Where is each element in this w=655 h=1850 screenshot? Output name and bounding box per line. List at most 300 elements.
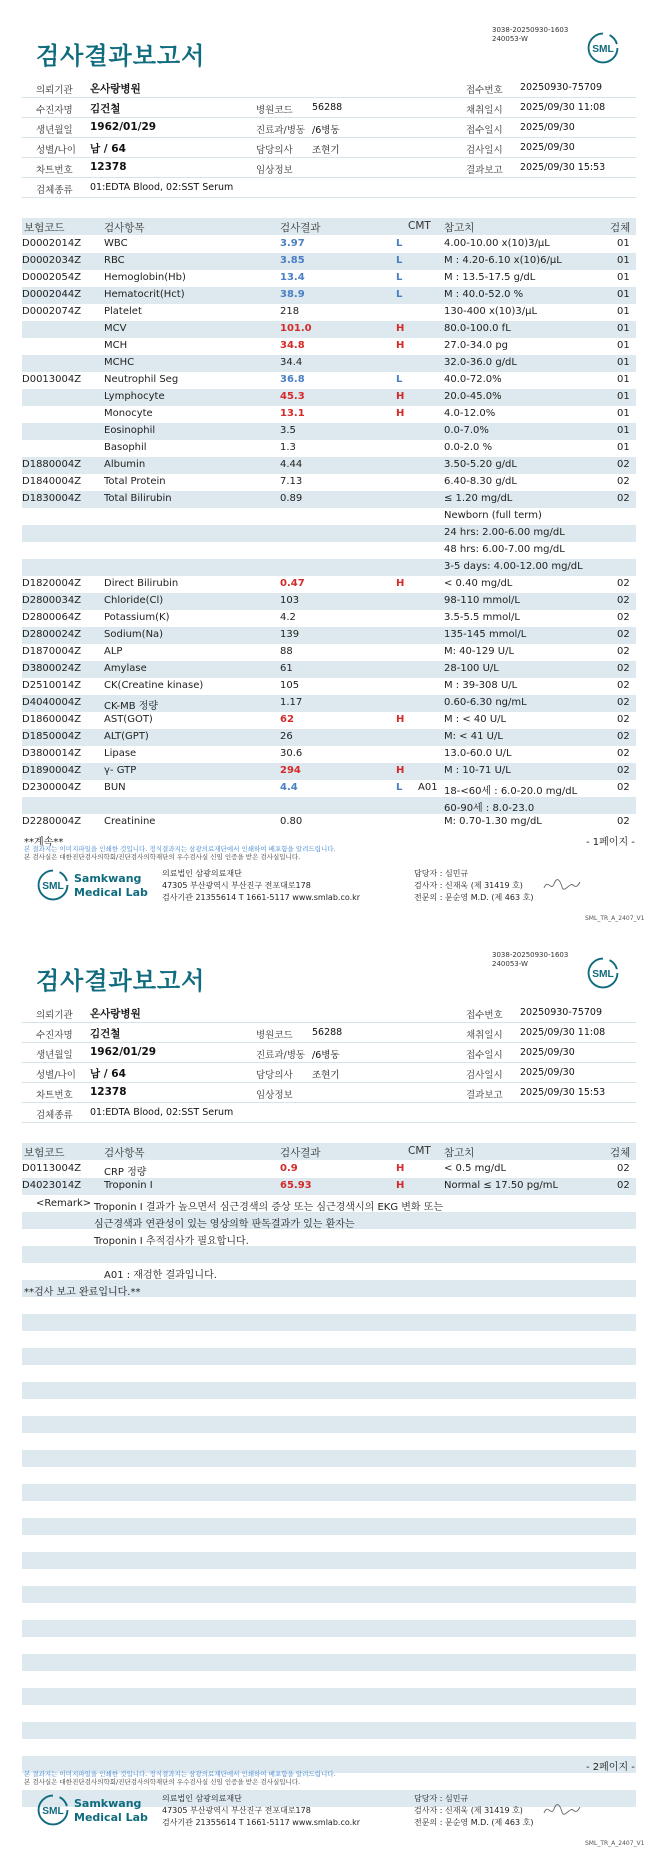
test-code: D1870004Z [22, 646, 82, 657]
result-flag: H [396, 1180, 405, 1191]
test-result: 65.93 [280, 1180, 312, 1191]
remark-line-2: 심근경색과 연관성이 있는 영상의학 판독결과가 있는 환자는 [94, 1219, 355, 1230]
info-label: 검사일시 [466, 145, 503, 156]
reference-range: Newborn (full term) [444, 510, 542, 521]
info-value: 20250930-75709 [520, 1007, 603, 1018]
reference-range: M: 0.70-1.30 mg/dL [444, 816, 542, 827]
test-item: γ- GTP [104, 765, 137, 776]
info-label: 진료과/병동 [256, 125, 306, 136]
test-result: 3.97 [280, 238, 305, 249]
reference-range: 80.0-100.0 fL [444, 323, 511, 334]
info-divider [22, 1022, 636, 1023]
test-code: D2800034Z [22, 595, 82, 606]
test-code: D0002044Z [22, 289, 82, 300]
result-flag: H [396, 714, 405, 725]
reference-range: 98-110 mmol/L [444, 595, 520, 606]
info-value: 2025/09/30 15:53 [520, 1087, 606, 1098]
reference-range: 18-<60세 : 6.0-20.0 mg/dL [444, 786, 578, 797]
info-label: 채취일시 [466, 105, 503, 116]
header-specimen: 검체 [610, 1147, 631, 1159]
test-result: 103 [280, 595, 300, 606]
reference-range: 3-5 days: 4.00-12.00 mg/dL [444, 561, 583, 572]
staff-manager: 담당자 : 심민규 [414, 869, 469, 878]
info-divider [22, 1042, 636, 1043]
result-flag: L [396, 255, 403, 266]
header-ref: 참고치 [444, 1147, 475, 1159]
test-code: D4023014Z [22, 1180, 82, 1191]
info-label: 병원코드 [256, 105, 293, 116]
brand-name-1: Samkwang [74, 872, 142, 885]
info-label: 접수번호 [466, 1010, 503, 1021]
test-item: AST(GOT) [104, 714, 153, 725]
svg-text:SML: SML [592, 43, 614, 55]
info-label: 수진자명 [36, 1030, 73, 1041]
info-value: 2025/09/30 [520, 142, 575, 153]
specimen-code: 01 [617, 391, 630, 402]
reference-range: 135-145 mmol/L [444, 629, 527, 640]
specimen-code: 02 [617, 697, 630, 708]
info-value: 조현기 [312, 1070, 340, 1081]
footer-note-cert: 본 검사실은 대한진단검사의학회/진단검사의학재단의 우수검사실 신임 인증을 받은 검사실입니다. [24, 853, 301, 861]
svg-text:SML: SML [42, 1805, 64, 1817]
test-item: Basophil [104, 442, 147, 453]
test-cmt: A01 [418, 782, 438, 793]
test-item: MCHC [104, 357, 135, 368]
test-code: D1880004Z [22, 459, 82, 470]
specimen-code: 01 [617, 238, 630, 249]
info-value: 12378 [90, 1086, 127, 1098]
page-number: - 2페이지 - [586, 1762, 635, 1773]
reference-range: M : 4.20-6.10 x(10)6/μL [444, 255, 562, 266]
test-item: CK(Creatine kinase) [104, 680, 204, 691]
info-value: 01:EDTA Blood, 02:SST Serum [90, 1107, 234, 1118]
specimen-code: 01 [617, 340, 630, 351]
org-name: 의료법인 삼광의료재단 [162, 1794, 242, 1803]
info-value: 1962/01/29 [90, 1046, 157, 1058]
report-title: 검사결과보고서 [36, 42, 206, 70]
specimen-code: 02 [617, 629, 630, 640]
test-result: 101.0 [280, 323, 312, 334]
test-code: D1850004Z [22, 731, 82, 742]
page-number: - 1페이지 - [586, 837, 635, 848]
result-flag: H [396, 391, 405, 402]
info-value: 56288 [312, 102, 343, 113]
test-result: 62 [280, 714, 294, 725]
row-stripe [22, 1552, 636, 1569]
info-value: 2025/09/30 [520, 1067, 575, 1078]
info-label: 검체종류 [36, 185, 73, 196]
specimen-code: 02 [617, 476, 630, 487]
test-code: D0002054Z [22, 272, 82, 283]
continued-note: **계속** [24, 837, 64, 848]
document-id-line: 3038-20250930-1603 [492, 951, 569, 959]
reference-range: 32.0-36.0 g/dL [444, 357, 517, 368]
specimen-code: 02 [617, 493, 630, 504]
test-code: D2280004Z [22, 816, 82, 827]
info-divider [22, 117, 636, 118]
test-item: Eosinophil [104, 425, 156, 436]
header-ref: 참고치 [444, 222, 475, 234]
test-item: Lymphocyte [104, 391, 165, 402]
test-item: Monocyte [104, 408, 153, 419]
test-item: MCV [104, 323, 127, 334]
info-divider [22, 97, 636, 98]
specimen-code: 02 [617, 731, 630, 742]
test-item: Sodium(Na) [104, 629, 164, 640]
brand-name-2: Medical Lab [74, 886, 148, 899]
report-page-2 [0, 925, 655, 1850]
org-address: 47305 부산광역시 부산진구 전포대로178 [162, 1806, 311, 1815]
info-label: 생년월일 [36, 125, 73, 136]
info-value: 12378 [90, 161, 127, 173]
result-flag: L [396, 782, 403, 793]
test-item: Creatinine [104, 816, 156, 827]
info-label: 의뢰기관 [36, 1010, 73, 1021]
test-item: Total Protein [104, 476, 166, 487]
reference-range: Normal ≤ 17.50 pg/mL [444, 1180, 559, 1191]
test-item: Potassium(K) [104, 612, 170, 623]
test-item: Hemoglobin(Hb) [104, 272, 186, 283]
specimen-code: 02 [617, 663, 630, 674]
org-contact: 검사기관 21355614 T 1661-5117 www.smlab.co.kr [162, 1818, 361, 1827]
reference-range: 3.50-5.20 g/dL [444, 459, 517, 470]
header-code: 보험코드 [24, 1147, 65, 1159]
info-value: 2025/09/30 [520, 122, 575, 133]
test-result: 294 [280, 765, 301, 776]
result-flag: H [396, 578, 405, 589]
test-code: D1890004Z [22, 765, 82, 776]
row-stripe [22, 1382, 636, 1399]
specimen-code: 01 [617, 374, 630, 385]
test-code: D0002034Z [22, 255, 82, 266]
info-value: 20250930-75709 [520, 82, 603, 93]
info-value: 남 / 64 [90, 143, 126, 155]
brand-name-2: Medical Lab [74, 1811, 148, 1824]
info-label: 담당의사 [256, 1070, 293, 1081]
info-value: /6병동 [312, 125, 340, 136]
info-value: 01:EDTA Blood, 02:SST Serum [90, 182, 234, 193]
test-code: D3800024Z [22, 663, 82, 674]
reference-range: 13.0-60.0 U/L [444, 748, 512, 759]
info-value: 조현기 [312, 145, 340, 156]
info-label: 생년월일 [36, 1050, 73, 1061]
info-divider [22, 157, 636, 158]
info-label: 진료과/병동 [256, 1050, 306, 1061]
specimen-code: 02 [617, 765, 630, 776]
info-value: 김건철 [90, 1028, 121, 1040]
info-label: 담당의사 [256, 145, 293, 156]
test-item: Neutrophil Seg [104, 374, 179, 385]
info-label: 수진자명 [36, 105, 73, 116]
specimen-code: 01 [617, 425, 630, 436]
info-divider [22, 1122, 636, 1123]
reference-range: 6.40-8.30 g/dL [444, 476, 517, 487]
footer-note-cert: 본 검사실은 대한진단검사의학회/진단검사의학재단의 우수검사실 신임 인증을 받은 검사실입니다. [24, 1778, 301, 1786]
test-item: Hematocrit(Hct) [104, 289, 185, 300]
sml-logo-icon [586, 31, 620, 65]
row-stripe [22, 1484, 636, 1501]
test-code: D0013004Z [22, 374, 82, 385]
result-flag: H [396, 408, 405, 419]
test-code: D2800024Z [22, 629, 82, 640]
test-result: 13.4 [280, 272, 305, 283]
signature-icon [542, 1801, 582, 1819]
specimen-code: 01 [617, 408, 630, 419]
test-code: D2800064Z [22, 612, 82, 623]
staff-manager: 담당자 : 심민규 [414, 1794, 469, 1803]
info-label: 의뢰기관 [36, 85, 73, 96]
test-item: WBC [104, 238, 128, 249]
specimen-code: 01 [617, 442, 630, 453]
test-result: 0.47 [280, 578, 305, 589]
info-label: 채취일시 [466, 1030, 503, 1041]
remark-label: <Remark> [36, 1198, 92, 1209]
reference-range: 24 hrs: 2.00-6.00 mg/dL [444, 527, 565, 538]
document-id-line: 240053-W [492, 35, 528, 43]
info-label: 결과보고 [466, 1090, 503, 1101]
form-code: SML_TR_A_2407_V1 [585, 915, 645, 922]
document-id-line: 240053-W [492, 960, 528, 968]
test-result: 26 [280, 731, 293, 742]
test-item: Lipase [104, 748, 137, 759]
test-result: 34.4 [280, 357, 303, 368]
test-code: D0002014Z [22, 238, 82, 249]
test-item: BUN [104, 782, 126, 793]
info-divider [22, 1082, 636, 1083]
info-divider [22, 197, 636, 198]
header-specimen: 검체 [610, 222, 631, 234]
document-id-line: 3038-20250930-1603 [492, 26, 569, 34]
test-code: D1840004Z [22, 476, 82, 487]
result-flag: L [396, 289, 403, 300]
result-flag: L [396, 272, 403, 283]
reference-range: M : 39-308 U/L [444, 680, 518, 691]
remark-line-1: Troponin I 결과가 높으면서 심근경색의 증상 또는 심근경색시의 EKG 변화 또는 [94, 1202, 444, 1213]
test-result: 0.80 [280, 816, 303, 827]
test-item: CRP 정량 [104, 1167, 147, 1178]
test-result: 34.8 [280, 340, 305, 351]
test-item: Troponin I [104, 1180, 153, 1191]
test-code: D1820004Z [22, 578, 82, 589]
test-code: D3800014Z [22, 748, 82, 759]
reference-range: 60-90세 : 8.0-23.0 [444, 803, 535, 814]
specimen-code: 02 [617, 782, 630, 793]
row-stripe [22, 1722, 636, 1739]
header-code: 보험코드 [24, 222, 65, 234]
staff-doctor: 전문의 : 문순영 M.D. (제 463 호) [414, 1818, 534, 1827]
row-stripe [22, 797, 636, 814]
info-value: 56288 [312, 1027, 343, 1038]
staff-examiner: 검사자 : 신재욱 (제 31419 호) [414, 881, 523, 890]
info-value: 2025/09/30 11:08 [520, 1027, 606, 1038]
signature-icon [542, 876, 582, 894]
specimen-code: 02 [617, 816, 630, 827]
specimen-code: 01 [617, 323, 630, 334]
test-result: 38.9 [280, 289, 305, 300]
row-stripe [22, 1688, 636, 1705]
specimen-code: 02 [617, 459, 630, 470]
header-cmt: CMT [408, 1145, 431, 1157]
test-result: 30.6 [280, 748, 303, 759]
test-result: 88 [280, 646, 293, 657]
reference-range: ≤ 1.20 mg/dL [444, 493, 513, 504]
info-value: 2025/09/30 15:53 [520, 162, 606, 173]
info-label: 차트번호 [36, 1090, 73, 1101]
result-flag: H [396, 340, 405, 351]
info-label: 임상정보 [256, 1090, 293, 1101]
test-code: D4040004Z [22, 697, 82, 708]
reference-range: M : 40.0-52.0 % [444, 289, 524, 300]
remark-line-3: Troponin I 추적검사가 필요합니다. [94, 1236, 249, 1247]
info-label: 성별/나이 [36, 1070, 76, 1081]
row-stripe [22, 1518, 636, 1535]
info-label: 차트번호 [36, 165, 73, 176]
reference-range: 48 hrs: 6.00-7.00 mg/dL [444, 544, 565, 555]
test-item: Direct Bilirubin [104, 578, 179, 589]
test-result: 61 [280, 663, 293, 674]
info-value: 김건철 [90, 103, 121, 115]
svg-text:SML: SML [42, 880, 64, 892]
form-code: SML_TR_A_2407_V1 [585, 1840, 645, 1847]
row-stripe [22, 1654, 636, 1671]
header-item: 검사항목 [104, 1147, 145, 1159]
info-label: 접수일시 [466, 1050, 503, 1061]
document-id [492, 951, 568, 969]
test-item: Platelet [104, 306, 142, 317]
header-result: 검사결과 [280, 1147, 321, 1159]
test-item: CK-MB 정량 [104, 701, 159, 712]
reference-range: 20.0-45.0% [444, 391, 502, 402]
reference-range: M: < 41 U/L [444, 731, 503, 742]
reference-range: 40.0-72.0% [444, 374, 502, 385]
header-cmt: CMT [408, 220, 431, 232]
footer-note-print: 본 결과지는 이미지파일을 인쇄한 것입니다. 정식결과지는 삼광의료재단에서 인쇄하여 배포함을 알려드립니다. [24, 1770, 336, 1778]
specimen-code: 02 [617, 748, 630, 759]
reference-range: 0.0-2.0 % [444, 442, 493, 453]
sml-logo-icon [586, 956, 620, 990]
test-result: 4.2 [280, 612, 296, 623]
info-value: 2025/09/30 11:08 [520, 102, 606, 113]
reference-range: < 0.40 mg/dL [444, 578, 513, 589]
result-flag: H [396, 1163, 405, 1174]
reference-range: M: 40-129 U/L [444, 646, 515, 657]
result-flag: H [396, 765, 405, 776]
test-result: 218 [280, 306, 300, 317]
specimen-code: 02 [617, 1180, 630, 1191]
reference-range: M : 13.5-17.5 g/dL [444, 272, 536, 283]
info-value: 1962/01/29 [90, 121, 157, 133]
test-result: 0.89 [280, 493, 303, 504]
info-divider [22, 1102, 636, 1103]
info-label: 접수번호 [466, 85, 503, 96]
result-flag: L [396, 238, 403, 249]
sml-footer-logo-icon [36, 868, 70, 902]
info-label: 성별/나이 [36, 145, 76, 156]
test-item: RBC [104, 255, 125, 266]
test-item: Amylase [104, 663, 147, 674]
result-flag: L [396, 374, 403, 385]
document-id [492, 26, 568, 44]
info-value: 남 / 64 [90, 1068, 126, 1080]
specimen-code: 02 [617, 1163, 630, 1174]
specimen-code: 01 [617, 272, 630, 283]
row-stripe [22, 1314, 636, 1331]
test-code: D2300004Z [22, 782, 82, 793]
test-code: D0113004Z [22, 1163, 82, 1174]
reference-range: 4.00-10.00 x(10)3/μL [444, 238, 550, 249]
brand-name-1: Samkwang [74, 1797, 142, 1810]
reference-range: 4.0-12.0% [444, 408, 496, 419]
remark-a01: A01 : 재검한 결과입니다. [104, 1270, 217, 1281]
reference-range: 0.0-7.0% [444, 425, 489, 436]
svg-text:SML: SML [592, 968, 614, 980]
reference-range: 130-400 x(10)3/μL [444, 306, 538, 317]
test-code: D1830004Z [22, 493, 82, 504]
specimen-code: 02 [617, 646, 630, 657]
test-item: ALP [104, 646, 123, 657]
specimen-code: 01 [617, 306, 630, 317]
info-divider [22, 1062, 636, 1063]
specimen-code: 01 [617, 289, 630, 300]
test-item: Albumin [104, 459, 146, 470]
org-address: 47305 부산광역시 부산진구 전포대로178 [162, 881, 311, 890]
info-divider [22, 177, 636, 178]
info-label: 병원코드 [256, 1030, 293, 1041]
test-code: D2510014Z [22, 680, 82, 691]
test-result: 139 [280, 629, 300, 640]
info-value: 2025/09/30 [520, 1047, 575, 1058]
test-item: ALT(GPT) [104, 731, 149, 742]
reference-range: 0.60-6.30 ng/mL [444, 697, 527, 708]
test-result: 105 [280, 680, 300, 691]
row-stripe [22, 1416, 636, 1433]
test-result: 1.3 [280, 442, 296, 453]
info-label: 검사일시 [466, 1070, 503, 1081]
specimen-code: 02 [617, 714, 630, 725]
row-stripe [22, 1450, 636, 1467]
footer-note-print: 본 결과지는 이미지파일을 인쇄한 것입니다. 정식결과지는 삼광의료재단에서 인쇄하여 배포함을 알려드립니다. [24, 845, 336, 853]
test-item: Chloride(Cl) [104, 595, 164, 606]
specimen-code: 01 [617, 255, 630, 266]
reference-range: 28-100 U/L [444, 663, 499, 674]
result-flag: H [396, 323, 405, 334]
reference-range: 3.5-5.5 mmol/L [444, 612, 520, 623]
specimen-code: 02 [617, 595, 630, 606]
reference-range: M : < 40 U/L [444, 714, 507, 725]
report-complete-note: **검사 보고 완료입니다.** [24, 1287, 141, 1298]
test-result: 7.13 [280, 476, 303, 487]
staff-examiner: 검사자 : 신재욱 (제 31419 호) [414, 1806, 523, 1815]
header-item: 검사항목 [104, 222, 145, 234]
test-result: 0.9 [280, 1163, 298, 1174]
test-result: 45.3 [280, 391, 305, 402]
row-stripe [22, 1348, 636, 1365]
test-result: 13.1 [280, 408, 305, 419]
info-value: 온사랑병원 [90, 83, 141, 95]
test-code: D1860004Z [22, 714, 82, 725]
specimen-code: 01 [617, 357, 630, 368]
row-stripe [22, 1246, 636, 1263]
specimen-code: 02 [617, 680, 630, 691]
info-label: 임상정보 [256, 165, 293, 176]
test-result: 3.85 [280, 255, 305, 266]
reference-range: 27.0-34.0 pg [444, 340, 509, 351]
info-label: 검체종류 [36, 1110, 73, 1121]
test-result: 4.44 [280, 459, 303, 470]
info-label: 접수일시 [466, 125, 503, 136]
test-item: Total Bilirubin [104, 493, 172, 504]
specimen-code: 02 [617, 612, 630, 623]
